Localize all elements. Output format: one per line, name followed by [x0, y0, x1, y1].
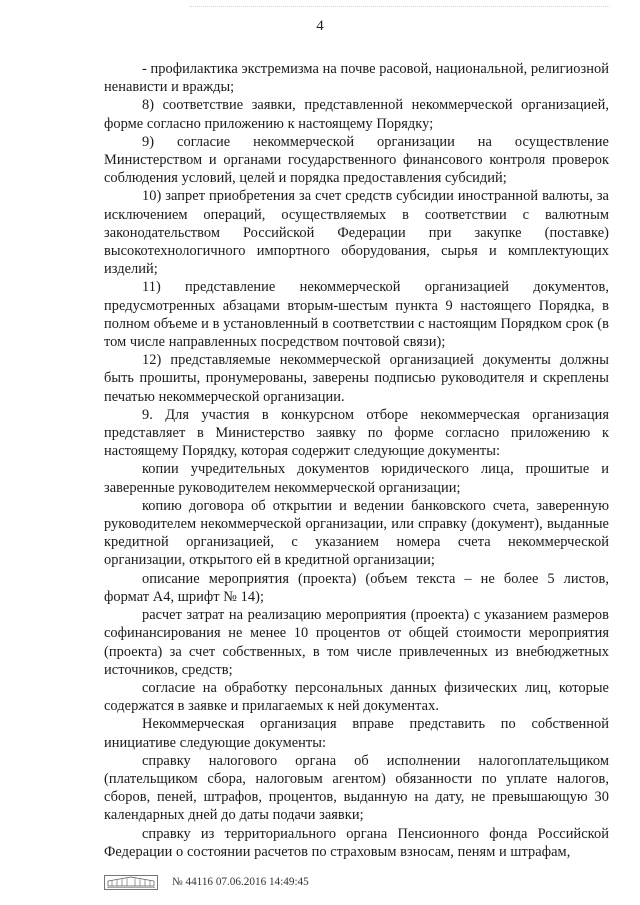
paragraph: копии учредительных документов юридического лица, прошитые и заверенные руководителем некоммерческой организации;	[104, 461, 609, 496]
paragraph: 9. Для участия в конкурсном отборе некоммерческая организация представляет в Министерство заявку по форме согласно приложению к настоящему Порядку, которая содержит следующие документы:	[104, 406, 609, 460]
paragraph: справку из территориального органа Пенсионного фонда Российской Федерации о состоянии расчетов по страховым взносам, пеням и штрафам,	[104, 825, 609, 860]
document-registry-stamp-icon	[104, 875, 158, 890]
paragraph: копию договора об открытии и ведении банковского счета, заверенную руководителем некоммерческой организации, или справку (документ), выданные кредитной организацией, с указанием номера счета некоммерческой организации, открытого ей в кредитной организации;	[104, 497, 609, 569]
scan-artifact	[190, 6, 610, 11]
paragraph: справку налогового органа об исполнении налогоплательщиком (плательщиком сбора, налоговым агентом) обязанности по уплате налогов, сборов, пеней, штрафов, процентов, выданную на дату, не превышающую 30 календарных дней до даты подачи заявки;	[104, 752, 609, 824]
page-number: 4	[316, 18, 324, 34]
document-registration-id: № 44116 07.06.2016 14:49:45	[172, 876, 309, 888]
paragraph: 12) представляемые некоммерческой организацией документы должны быть прошиты, пронумерованы, заверены подписью руководителя и скреплены печатью некоммерческой организации.	[104, 352, 609, 405]
paragraph: - профилактика экстремизма на почве расовой, национальной, религиозной ненависти и вражды;	[104, 61, 609, 96]
paragraph: 11) представление некоммерческой организацией документов, предусмотренных абзацами вторым-шестым пункта 9 настоящего Порядка, в полном объеме и в установленный в соответствии с настоящим Порядком срок (в том числе направленных посредством почтовой связи);	[104, 279, 609, 351]
document-footer	[104, 872, 309, 892]
paragraph: Некоммерческая организация вправе представить по собственной инициативе следующие документы:	[104, 716, 609, 751]
paragraph: согласие на обработку персональных данных физических лиц, которые содержатся в заявке и прилагаемых к ней документах.	[104, 679, 609, 715]
paragraph: расчет затрат на реализацию мероприятия (проекта) с указанием размеров софинансирования не менее 10 процентов от общей стоимости мероприятия (проекта) за счет собственных, в том числе привлеченных из внебюджетных источников, средств;	[104, 607, 609, 678]
paragraph: 9) согласие некоммерческой организации на осуществление Министерством и органами государственного финансового контроля проверок соблюдения условий, целей и порядка предоставления субсидий;	[104, 133, 609, 187]
paragraph: описание мероприятия (проекта) (объем текста – не более 5 листов, формат А4, шрифт № 14);	[104, 570, 609, 605]
paragraph: 8) соответствие заявки, представленной некоммерческой организацией, форме согласно приложению к настоящему Порядку;	[104, 97, 609, 132]
paragraph: 10) запрет приобретения за счет средств субсидии иностранной валюты, за исключением операций, осуществляемых в соответствии с валютным законодательством Российской Федерации при закупке (поставке) высокотехнологичного импортного оборудования, сырья и комплектующих изделий;	[104, 188, 609, 278]
document-body	[104, 60, 609, 861]
